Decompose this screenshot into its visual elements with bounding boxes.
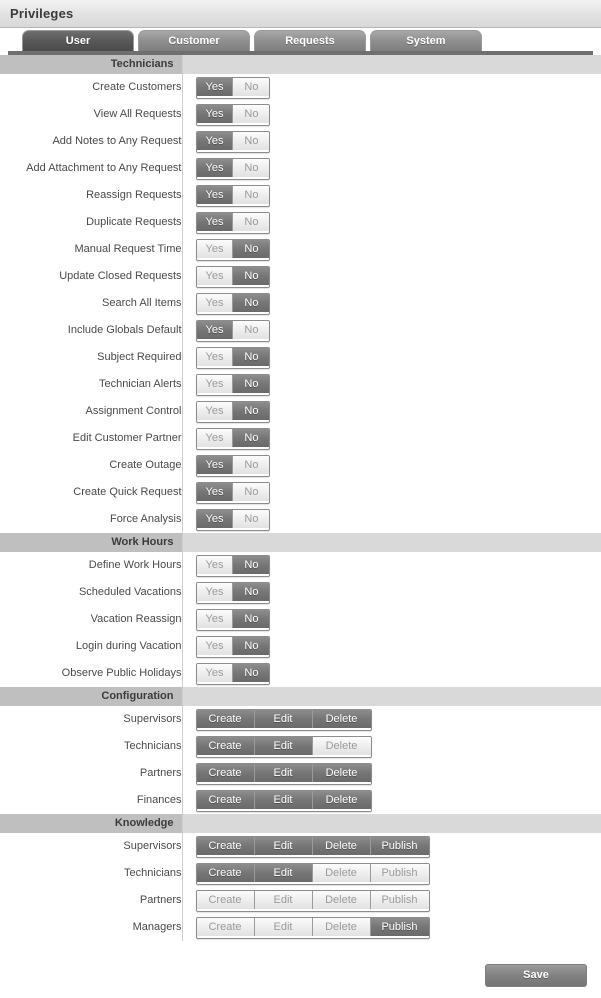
create-button[interactable]: Create <box>197 710 255 728</box>
row-controls <box>182 425 601 452</box>
yes-button[interactable]: Yes <box>197 483 234 501</box>
yes-button[interactable]: Yes <box>197 294 234 312</box>
toggle-group[interactable] <box>196 293 271 315</box>
table-row <box>0 425 601 452</box>
row-controls <box>182 317 601 344</box>
table-row <box>0 706 601 733</box>
yes-button[interactable]: Yes <box>197 159 234 177</box>
no-button[interactable]: No <box>233 348 269 366</box>
toggle-group[interactable] <box>196 890 430 912</box>
toggle-group[interactable] <box>196 555 271 577</box>
row-label: Observe Public Holidays <box>0 660 182 687</box>
row-controls <box>182 579 601 606</box>
section-header <box>0 533 601 552</box>
section-title: Technicians <box>0 55 182 74</box>
row-label: View All Requests <box>0 101 182 128</box>
table-row <box>0 506 601 533</box>
create-button[interactable]: Create <box>197 791 255 809</box>
create-button[interactable]: Create <box>197 864 255 882</box>
table-row <box>0 290 601 317</box>
no-button[interactable]: No <box>233 213 269 231</box>
no-button[interactable]: No <box>233 321 269 339</box>
row-controls <box>182 398 601 425</box>
row-label: Create Outage <box>0 452 182 479</box>
row-label: Duplicate Requests <box>0 209 182 236</box>
yes-button[interactable]: Yes <box>197 348 234 366</box>
tab-user[interactable]: User <box>22 30 134 51</box>
row-controls <box>182 263 601 290</box>
table-row <box>0 317 601 344</box>
publish-button[interactable]: Publish <box>371 864 429 882</box>
table-row <box>0 760 601 787</box>
toggle-group[interactable] <box>196 509 271 531</box>
yes-button[interactable]: Yes <box>197 637 234 655</box>
no-button[interactable]: No <box>233 78 269 96</box>
publish-button[interactable]: Publish <box>371 891 429 909</box>
row-label: Edit Customer Partner <box>0 425 182 452</box>
toggle-group[interactable] <box>196 131 271 153</box>
toggle-group[interactable] <box>196 266 271 288</box>
row-controls <box>182 209 601 236</box>
yes-button[interactable]: Yes <box>197 132 234 150</box>
row-controls <box>182 633 601 660</box>
table-row <box>0 182 601 209</box>
table-row <box>0 914 601 941</box>
no-button[interactable]: No <box>233 294 269 312</box>
delete-button[interactable]: Delete <box>313 837 371 855</box>
yes-button[interactable]: Yes <box>197 583 234 601</box>
tab-bar <box>0 28 601 51</box>
edit-button[interactable]: Edit <box>255 710 313 728</box>
section-header-filler <box>182 687 601 706</box>
no-button[interactable]: No <box>233 240 269 258</box>
toggle-group[interactable] <box>196 320 271 342</box>
row-label: Subject Required <box>0 344 182 371</box>
toggle-group[interactable] <box>196 636 271 658</box>
table-row <box>0 552 601 579</box>
toggle-group[interactable] <box>196 836 430 858</box>
delete-button[interactable]: Delete <box>313 791 371 809</box>
toggle-group[interactable] <box>196 709 372 731</box>
save-button[interactable]: Save <box>485 964 587 987</box>
privileges-panel <box>0 55 601 941</box>
table-row <box>0 263 601 290</box>
row-controls <box>182 552 601 579</box>
row-label: Manual Request Time <box>0 236 182 263</box>
row-label: Reassign Requests <box>0 182 182 209</box>
toggle-group[interactable] <box>196 582 271 604</box>
publish-button[interactable]: Publish <box>371 837 429 855</box>
row-label: Add Notes to Any Request <box>0 128 182 155</box>
yes-button[interactable]: Yes <box>197 240 234 258</box>
yes-button[interactable]: Yes <box>197 267 234 285</box>
edit-button[interactable]: Edit <box>255 891 313 909</box>
section-title: Configuration <box>0 687 182 706</box>
row-label: Vacation Reassign <box>0 606 182 633</box>
table-row <box>0 155 601 182</box>
row-label: Technicians <box>0 733 182 760</box>
delete-button[interactable]: Delete <box>313 737 371 755</box>
yes-button[interactable]: Yes <box>197 186 234 204</box>
table-row <box>0 887 601 914</box>
row-controls <box>182 887 601 914</box>
row-controls <box>182 128 601 155</box>
no-button[interactable]: No <box>233 556 269 574</box>
yes-button[interactable]: Yes <box>197 402 234 420</box>
toggle-group[interactable] <box>196 428 271 450</box>
page-title: Privileges <box>10 6 74 21</box>
yes-button[interactable]: Yes <box>197 78 234 96</box>
section-header <box>0 55 601 74</box>
toggle-group[interactable] <box>196 482 271 504</box>
no-button[interactable]: No <box>233 429 269 447</box>
toggle-group[interactable] <box>196 763 372 785</box>
row-controls <box>182 660 601 687</box>
row-label: Update Closed Requests <box>0 263 182 290</box>
yes-button[interactable]: Yes <box>197 375 234 393</box>
table-row <box>0 579 601 606</box>
no-button[interactable]: No <box>233 132 269 150</box>
toggle-group[interactable] <box>196 736 372 758</box>
toggle-group[interactable] <box>196 185 271 207</box>
delete-button[interactable]: Delete <box>313 891 371 909</box>
toggle-group[interactable] <box>196 77 271 99</box>
row-label: Supervisors <box>0 706 182 733</box>
row-label: Supervisors <box>0 833 182 860</box>
row-label: Scheduled Vacations <box>0 579 182 606</box>
edit-button[interactable]: Edit <box>255 737 313 755</box>
row-label: Assignment Control <box>0 398 182 425</box>
row-label: Search All Items <box>0 290 182 317</box>
table-row <box>0 787 601 814</box>
no-button[interactable]: No <box>233 159 269 177</box>
yes-button[interactable]: Yes <box>197 213 234 231</box>
edit-button[interactable]: Edit <box>255 791 313 809</box>
delete-button[interactable]: Delete <box>313 764 371 782</box>
no-button[interactable]: No <box>233 105 269 123</box>
no-button[interactable]: No <box>233 375 269 393</box>
row-label: Technician Alerts <box>0 371 182 398</box>
section-header-filler <box>182 814 601 833</box>
row-label: Define Work Hours <box>0 552 182 579</box>
table-row <box>0 74 601 101</box>
yes-button[interactable]: Yes <box>197 510 234 528</box>
create-button[interactable]: Create <box>197 837 255 855</box>
row-controls <box>182 760 601 787</box>
delete-button[interactable]: Delete <box>313 710 371 728</box>
yes-button[interactable]: Yes <box>197 105 234 123</box>
toggle-group[interactable] <box>196 455 271 477</box>
row-label: Add Attachment to Any Request <box>0 155 182 182</box>
yes-button[interactable]: Yes <box>197 429 234 447</box>
no-button[interactable]: No <box>233 402 269 420</box>
row-label: Technicians <box>0 860 182 887</box>
row-controls <box>182 371 601 398</box>
toggle-group[interactable] <box>196 374 271 396</box>
edit-button[interactable]: Edit <box>255 918 313 936</box>
table-row <box>0 344 601 371</box>
row-controls <box>182 833 601 860</box>
section-header-filler <box>182 55 601 74</box>
tab-system[interactable]: System <box>370 30 482 51</box>
row-label: Create Customers <box>0 74 182 101</box>
publish-button[interactable]: Publish <box>371 918 429 936</box>
tab-customer[interactable]: Customer <box>138 30 250 51</box>
row-controls <box>182 606 601 633</box>
row-label: Managers <box>0 914 182 941</box>
row-label: Login during Vacation <box>0 633 182 660</box>
row-label: Partners <box>0 760 182 787</box>
no-button[interactable]: No <box>233 583 269 601</box>
window-titlebar <box>0 0 601 28</box>
row-controls <box>182 101 601 128</box>
table-row <box>0 209 601 236</box>
create-button[interactable]: Create <box>197 764 255 782</box>
row-controls <box>182 860 601 887</box>
yes-button[interactable]: Yes <box>197 610 234 628</box>
section-title: Work Hours <box>0 533 182 552</box>
table-row <box>0 101 601 128</box>
table-row <box>0 633 601 660</box>
row-controls <box>182 74 601 101</box>
toggle-group[interactable] <box>196 104 271 126</box>
yes-button[interactable]: Yes <box>197 556 234 574</box>
section-header <box>0 687 601 706</box>
row-label: Include Globals Default <box>0 317 182 344</box>
no-button[interactable]: No <box>233 186 269 204</box>
yes-button[interactable]: Yes <box>197 321 234 339</box>
create-button[interactable]: Create <box>197 891 255 909</box>
no-button[interactable]: No <box>233 664 269 682</box>
create-button[interactable]: Create <box>197 737 255 755</box>
footer-bar <box>0 960 601 990</box>
row-controls <box>182 787 601 814</box>
row-label: Partners <box>0 887 182 914</box>
row-controls <box>182 506 601 533</box>
row-label: Force Analysis <box>0 506 182 533</box>
table-row <box>0 606 601 633</box>
edit-button[interactable]: Edit <box>255 837 313 855</box>
row-controls <box>182 155 601 182</box>
no-button[interactable]: No <box>233 483 269 501</box>
row-controls <box>182 452 601 479</box>
no-button[interactable]: No <box>233 637 269 655</box>
toggle-group[interactable] <box>196 917 430 939</box>
edit-button[interactable]: Edit <box>255 764 313 782</box>
row-controls <box>182 479 601 506</box>
no-button[interactable]: No <box>233 267 269 285</box>
row-label: Finances <box>0 787 182 814</box>
no-button[interactable]: No <box>233 610 269 628</box>
table-row <box>0 733 601 760</box>
create-button[interactable]: Create <box>197 918 255 936</box>
row-label: Create Quick Request <box>0 479 182 506</box>
table-row <box>0 398 601 425</box>
row-controls <box>182 344 601 371</box>
row-controls <box>182 236 601 263</box>
yes-button[interactable]: Yes <box>197 664 234 682</box>
toggle-group[interactable] <box>196 663 271 685</box>
toggle-group[interactable] <box>196 609 271 631</box>
no-button[interactable]: No <box>233 456 269 474</box>
row-controls <box>182 290 601 317</box>
toggle-group[interactable] <box>196 790 372 812</box>
toggle-group[interactable] <box>196 401 271 423</box>
section-title: Knowledge <box>0 814 182 833</box>
section-header <box>0 814 601 833</box>
table-row <box>0 833 601 860</box>
row-controls <box>182 733 601 760</box>
edit-button[interactable]: Edit <box>255 864 313 882</box>
section-header-filler <box>182 533 601 552</box>
toggle-group[interactable] <box>196 158 271 180</box>
yes-button[interactable]: Yes <box>197 456 234 474</box>
toggle-group[interactable] <box>196 239 271 261</box>
table-row <box>0 452 601 479</box>
toggle-group[interactable] <box>196 347 271 369</box>
tab-requests[interactable]: Requests <box>254 30 366 51</box>
table-row <box>0 860 601 887</box>
table-row <box>0 236 601 263</box>
toggle-group[interactable] <box>196 863 430 885</box>
delete-button[interactable]: Delete <box>313 864 371 882</box>
privileges-table <box>0 55 601 941</box>
table-row <box>0 371 601 398</box>
delete-button[interactable]: Delete <box>313 918 371 936</box>
table-row <box>0 128 601 155</box>
toggle-group[interactable] <box>196 212 271 234</box>
table-row <box>0 479 601 506</box>
no-button[interactable]: No <box>233 510 269 528</box>
table-row <box>0 660 601 687</box>
row-controls <box>182 182 601 209</box>
row-controls <box>182 914 601 941</box>
row-controls <box>182 706 601 733</box>
